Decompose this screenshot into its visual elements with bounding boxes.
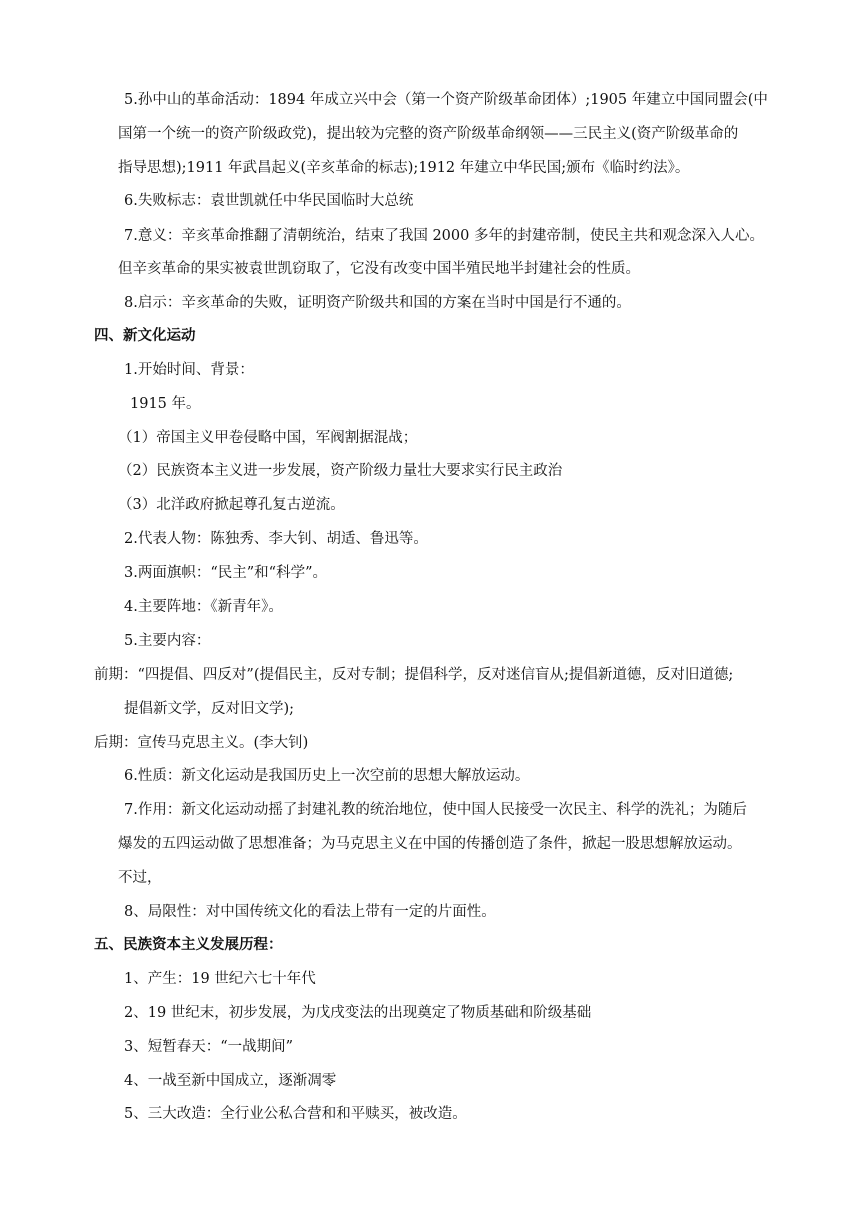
paragraph-line: 后期：宣传马克思主义。(李大钊) — [94, 735, 309, 751]
section-heading: 五、民族资本主义发展历程： — [94, 937, 283, 953]
paragraph-line: 4.主要阵地：《新青年》。 — [124, 599, 283, 615]
paragraph-line: 5.孙中山的革命活动：1894 年成立兴中会（第一个资产阶级革命团体）;1905 年建立中国同盟会(中 — [124, 92, 768, 108]
paragraph-line: 前期：“四提倡、四反对”(提倡民主，反对专制；提倡科学，反对迷信盲从;提倡新道德，反对旧道德; — [94, 667, 734, 683]
paragraph-line: 1、产生：19 世纪六七十年代 — [124, 971, 316, 987]
paragraph-line: 6.失败标志：袁世凯就任中华民国临时大总统 — [124, 193, 414, 209]
paragraph-line: 7.作用：新文化运动动摇了封建礼教的统治地位，使中国人民接受一次民主、科学的洗礼；为随后 — [124, 802, 747, 818]
paragraph-line: 2.代表人物：陈独秀、李大钊、胡适、鲁迅等。 — [124, 531, 428, 547]
paragraph-line: 1.开始时间、背景： — [124, 362, 254, 378]
paragraph-line: （3）北洋政府掀起尊孔复古逆流。 — [118, 497, 345, 513]
paragraph-line: 不过， — [118, 870, 162, 886]
paragraph-line: 8、局限性：对中国传统文化的看法上带有一定的片面性。 — [124, 904, 496, 920]
paragraph-line: 4、一战至新中国成立，逐渐凋零 — [124, 1073, 337, 1089]
paragraph-line: 2、19 世纪末，初步发展，为戊戌变法的出现奠定了物质基础和阶级基础 — [124, 1005, 592, 1021]
paragraph-line: 7.意义：辛亥革命推翻了清朝统治，结束了我国 2000 多年的封建帝制，使民主共和观念深入人心。 — [124, 228, 764, 244]
paragraph-line: 6.性质：新文化运动是我国历史上一次空前的思想大解放运动。 — [124, 768, 530, 784]
paragraph-line: 爆发的五四运动做了思想准备；为马克思主义在中国的传播创造了条件，掀起一股思想解放运动。 — [118, 836, 742, 852]
paragraph-line: 5.主要内容： — [124, 633, 211, 649]
paragraph-line: 1915 年。 — [130, 396, 201, 412]
paragraph-line: 提倡新文学，反对旧文学); — [124, 701, 295, 717]
paragraph-line: 国第一个统一的资产阶级政党)，提出较为完整的资产阶级革命纲领——三民主义(资产阶级革命的 — [118, 126, 739, 142]
paragraph-line: 但辛亥革命的果实被袁世凯窃取了，它没有改变中国半殖民地半封建社会的性质。 — [118, 261, 640, 277]
paragraph-line: （1）帝国主义甲卷侵略中国，军阀割据混战； — [118, 430, 418, 446]
paragraph-line: 5、三大改造：全行业公私合营和和平赎买，被改造。 — [124, 1106, 467, 1122]
paragraph-line: 指导思想);1911 年武昌起义(辛亥革命的标志);1912 年建立中华民国;颁布《临时约法》。 — [118, 160, 690, 176]
paragraph-line: 3.两面旗帜：“民主”和“科学”。 — [124, 565, 327, 581]
paragraph-line: 8.启示：辛亥革命的失败，证明资产阶级共和国的方案在当时中国是行不通的。 — [124, 295, 631, 311]
section-heading: 四、新文化运动 — [94, 328, 196, 344]
paragraph-line: 3、短暂春天：“一战期间” — [124, 1039, 294, 1055]
paragraph-line: （2）民族资本主义进一步发展，资产阶级力量壮大要求实行民主政治 — [118, 463, 563, 479]
